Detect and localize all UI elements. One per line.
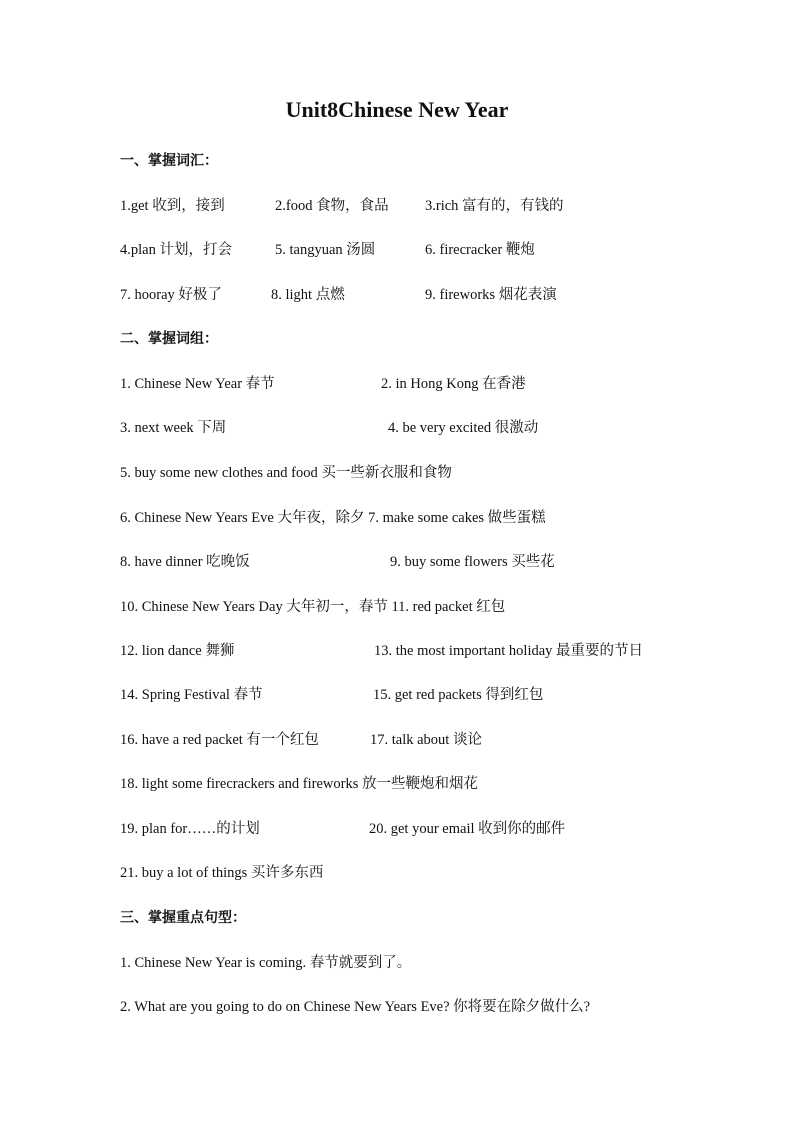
phrase-row bbox=[0, 861, 794, 885]
phrase-row bbox=[0, 461, 794, 485]
phrase-row bbox=[0, 772, 794, 796]
phrase-item: 13. the most important holiday 最重要的节日 bbox=[374, 643, 644, 659]
phrase-item: 19. plan for……的计划 bbox=[120, 821, 260, 837]
vocab-item: 3.rich 富有的，有钱的 bbox=[425, 198, 564, 214]
phrase-item: 10. Chinese New Years Day 大年初一，春节 11. red packet 红包 bbox=[120, 599, 506, 615]
vocab-item: 7. hooray 好极了 bbox=[120, 287, 222, 303]
phrase-item: 18. light some firecrackers and fireworks 放一些鞭炮和烟花 bbox=[120, 776, 478, 792]
phrase-row bbox=[0, 817, 794, 841]
phrase-item: 9. buy some flowers 买些花 bbox=[390, 554, 555, 570]
phrase-item: 8. have dinner 吃晚饭 bbox=[120, 554, 250, 570]
phrase-item: 2. in Hong Kong 在香港 bbox=[381, 376, 526, 392]
phrase-item: 5. buy some new clothes and food 买一些新衣服和食物 bbox=[120, 465, 452, 481]
vocab-item: 9. fireworks 烟花表演 bbox=[425, 287, 557, 303]
vocab-item: 6. firecracker 鞭炮 bbox=[425, 242, 535, 258]
sentence-row bbox=[0, 995, 794, 1019]
vocab-item: 2.food 食物，食品 bbox=[275, 198, 389, 214]
vocab-item: 1.get 收到，接到 bbox=[120, 198, 225, 214]
phrase-row bbox=[0, 728, 794, 752]
vocab-item: 8. light 点燃 bbox=[271, 287, 345, 303]
section-heading-vocabulary: 一、掌握词汇： bbox=[120, 153, 218, 169]
phrase-item: 20. get your email 收到你的邮件 bbox=[369, 821, 566, 837]
phrase-row bbox=[0, 372, 794, 396]
vocab-row bbox=[0, 194, 794, 218]
phrase-row bbox=[0, 639, 794, 663]
phrase-row bbox=[0, 506, 794, 530]
phrase-item: 6. Chinese New Years Eve 大年夜，除夕 7. make some cakes 做些蛋糕 bbox=[120, 510, 546, 526]
sentence-row bbox=[0, 951, 794, 975]
page-title: Unit8Chinese New Year bbox=[285, 97, 509, 122]
sentence-item: 1. Chinese New Year is coming. 春节就要到了。 bbox=[120, 955, 412, 971]
phrase-item: 3. next week 下周 bbox=[120, 420, 227, 436]
phrase-row bbox=[0, 595, 794, 619]
vocab-row bbox=[0, 238, 794, 262]
phrase-row bbox=[0, 550, 794, 574]
phrase-item: 12. lion dance 舞狮 bbox=[120, 643, 235, 659]
phrase-item: 16. have a red packet 有一个红包 bbox=[120, 732, 319, 748]
section-heading-sentences: 三、掌握重点句型： bbox=[120, 910, 246, 926]
vocab-row bbox=[0, 283, 794, 307]
phrase-item: 4. be very excited 很激动 bbox=[388, 420, 539, 436]
phrase-item: 21. buy a lot of things 买许多东西 bbox=[120, 865, 324, 881]
phrase-row bbox=[0, 683, 794, 707]
vocab-item: 5. tangyuan 汤圆 bbox=[275, 242, 376, 258]
phrase-item: 15. get red packets 得到红包 bbox=[373, 687, 544, 703]
vocab-item: 4.plan 计划，打会 bbox=[120, 242, 232, 258]
phrase-item: 17. talk about 谈论 bbox=[370, 732, 482, 748]
phrase-item: 1. Chinese New Year 春节 bbox=[120, 376, 275, 392]
sentence-item: 2. What are you going to do on Chinese New Years Eve? 你将要在除夕做什么? bbox=[120, 999, 591, 1015]
phrase-row bbox=[0, 416, 794, 440]
phrase-item: 14. Spring Festival 春节 bbox=[120, 687, 263, 703]
section-heading-phrases: 二、掌握词组： bbox=[120, 331, 218, 347]
